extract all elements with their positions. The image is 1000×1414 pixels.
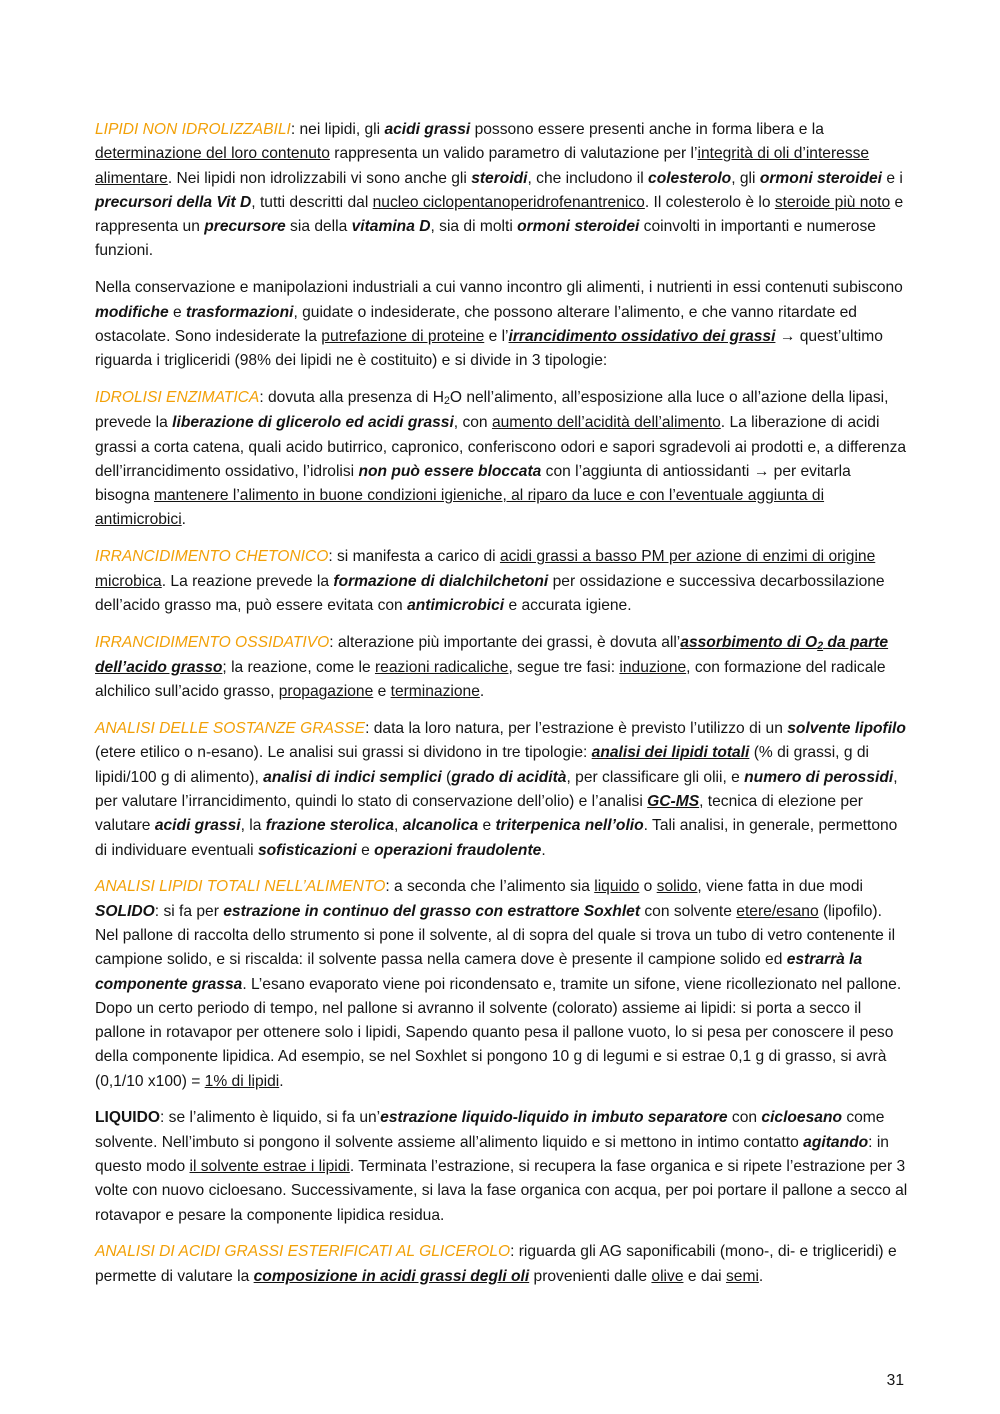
text-run: : si manifesta a carico di [328, 548, 500, 566]
emphasis: ormoni steroidei [517, 218, 640, 236]
page-body [95, 118, 909, 1302]
text-run: come solvente. Nell’imbuto si pongono il solvente assieme all’alimento liquido e si mettono in intimo contatto [95, 1109, 885, 1151]
emphasis: cicloesano [761, 1109, 842, 1127]
text-run: , tutti descritti dal [251, 193, 373, 211]
emphasis: precursori della Vit D [95, 193, 252, 211]
emphasis: analisi dei lipidi totali [591, 744, 750, 762]
emphasis: ormoni steroidei [759, 169, 882, 187]
text-run: : in questo modo [95, 1133, 889, 1176]
emphasis: agitando [803, 1133, 869, 1151]
text-run: . [758, 1267, 764, 1285]
text-run: , con formazione del radicale alchilico sull’acido grasso, [95, 658, 886, 701]
emphasis: modifiche [95, 303, 169, 321]
paragraph [95, 875, 909, 1094]
text-run: rappresenta un valido parametro di valutazione per l’ [329, 145, 698, 163]
emphasis: estrazione liquido-liquido in imbuto separatore [380, 1109, 728, 1127]
emphasis: analisi di indici semplici [263, 768, 442, 786]
underlined-text: nucleo ciclopentanoperidrofenantrenico [372, 193, 645, 211]
emphasis: da parte dell’acido grasso [95, 633, 889, 676]
emphasis: composizione in acidi grassi degli oli [253, 1267, 530, 1285]
text-run: possono essere presenti anche in forma libera e la [470, 121, 824, 138]
emphasis: antimicrobici [407, 596, 505, 614]
underlined-text: mantenere l’alimento in buone condizioni igieniche, al riparo da luce e con l’eventuale aggiunta di antimicrobici [95, 487, 825, 529]
underlined-text: etere/esano [736, 902, 819, 920]
text-run: : se l’alimento è liquido, si fa un’ [159, 1109, 381, 1127]
text-run: : dovuta alla presenza di H [259, 388, 444, 406]
section-heading: IDROLISI ENZIMATICA [95, 388, 260, 406]
subscript: 2 [817, 639, 824, 652]
emphasis: trasformazioni [186, 303, 294, 321]
underlined-text: reazioni radicaliche [374, 658, 509, 676]
section-heading: LIPIDI NON IDROLIZZABILI [95, 121, 291, 138]
text-run: . La liberazione di acidi grassi a corta catena, quali acido butirrico, capronico, conferiscono odori e sapori sgradevoli ai prodotti e, a differenza dell’irrancidimento ossidativo, l’idrolisi [95, 414, 907, 480]
text-run: o [639, 878, 657, 896]
emphasis: triterpenica nell’olio [495, 817, 644, 835]
paragraph [95, 1240, 909, 1289]
text-run: per ossidazione e successiva decarbossilazione dell’acido grasso ma, può essere evitata con [95, 572, 885, 614]
text-run: con solvente [640, 902, 737, 920]
paragraph [95, 717, 909, 863]
section-heading: ANALISI DI ACIDI GRASSI ESTERIFICATI AL GLICEROLO [95, 1243, 511, 1261]
text-run: , viene fatta in due modi [697, 878, 863, 896]
text-run: (etere etilico o n-esano). Le analisi sui grassi si dividono in tre tipologie: [95, 744, 592, 762]
emphasis: frazione sterolica [265, 817, 395, 835]
text-run: e [168, 303, 186, 321]
emphasis: operazioni fraudolente [374, 841, 542, 859]
text-run: . Nei lipidi non idrolizzabili vi sono anche gli [167, 169, 472, 187]
text-run: con l’aggiunta di antiossidanti → per evitarla bisogna [95, 462, 851, 505]
text-run: , [394, 817, 403, 835]
text-run: e [478, 817, 496, 835]
paragraph [95, 545, 909, 618]
text-run: . [479, 683, 485, 701]
emphasis: acidi grassi [384, 121, 471, 138]
text-run: . L’esano evaporato viene poi ricondensato e, tramite un sifone, viene ricollezionato nel pallone. Dopo un certo periodo di tempo, nel pallone si avranno il solvente (colorato) assieme ai lipidi: si porta a secco il pallone in rotavapor per ottenere solo i lipidi, Sapendo quanto pesa il pallone vuoto, lo si pesa per conoscere il peso della componente lipidica. Ad esempio, se nel Soxhlet si pongono 10 g di legumi e si estrae 0,1 g di grasso, si avrà (0,1/10 x100) = [95, 975, 902, 1090]
paragraph [95, 1106, 909, 1227]
underlined-text: solido [656, 878, 698, 896]
emphasis: estrazione in continuo del grasso con estrattore Soxhlet [223, 902, 641, 920]
text-run: e i [882, 169, 903, 187]
section-heading: ANALISI LIPIDI TOTALI NELL’ALIMENTO [95, 878, 386, 896]
underlined-text: liquido [594, 878, 640, 896]
text-run: O nell’alimento, all’esposizione alla luce o all’azione della lipasi, prevede la [95, 388, 889, 432]
text-run: : nei lipidi, gli [290, 121, 385, 138]
emphasis: precursore [204, 218, 286, 236]
page-number: 31 [886, 1372, 904, 1389]
text-run: . La reazione prevede la [161, 572, 334, 590]
text-run: e [373, 683, 391, 701]
underlined-text: olive [651, 1267, 684, 1285]
section-heading: IRRANCIDIMENTO OSSIDATIVO [95, 633, 330, 651]
text-run: . [541, 841, 546, 859]
text-run: , guidate o indesiderate, che possono alterare l’alimento, e che vanno ritardate ed ostacolate. Sono indesiderate la [95, 303, 857, 345]
text-run: : alterazione più importante dei grassi, è dovuta all’ [329, 633, 681, 651]
paragraph [95, 631, 909, 705]
text-run: sia della [285, 218, 352, 236]
underlined-text: integrità di oli d’interesse alimentare [95, 145, 870, 187]
emphasis: numero di perossidi [744, 768, 894, 786]
emphasis: liberazione di glicerolo ed acidi grassi [172, 414, 454, 432]
text-run: → quest’ultimo riguarda i trigliceridi (98% dei lipidi ne è costituito) e si divide in 3 tipologie: [95, 327, 883, 370]
emphasis: colesterolo [648, 169, 732, 187]
text-run: e accurata igiene. [504, 596, 632, 614]
underlined-text: putrefazione di proteine [321, 327, 485, 345]
underlined-text: acidi grassi a basso PM per azione di enzimi di origine microbica [95, 548, 876, 590]
emphasis: grado di acidità [451, 768, 567, 786]
text-run: provenienti dalle [529, 1267, 652, 1285]
text-run: , gli [731, 169, 760, 187]
text-run: . Terminata l’estrazione, si recupera la fase organica e si ripete l’estrazione per 3 volte con nuovo cicloesano. Successivamente, si lava la fase organica con acqua, per poi portare il pallone a secco al rotavapor e pesare la componente lipidica residua. [95, 1158, 908, 1224]
emphasis: irrancidimento ossidativo dei grassi [508, 327, 776, 345]
emphasis: SOLIDO [95, 902, 155, 920]
paragraph [95, 386, 909, 533]
text-run: con [727, 1109, 762, 1127]
text-run: , con [453, 414, 492, 432]
text-run: (lipofilo). Nel pallone di raccolta dello strumento si pone il solvente, al di sopra del quale si trova un tubo di vetro contenente il campione solido, e si riscalda: il solvente passa nella camera dove è presente il campione solido ed [95, 902, 896, 969]
text-run: , per classificare gli olii, e [566, 768, 745, 786]
underlined-text: il solvente estrae i lipidi [189, 1158, 350, 1176]
emphasis: LIQUIDO [95, 1109, 160, 1127]
text-run: Nella conservazione e manipolazioni industriali a cui vanno incontro gli alimenti, i nutrienti in essi contenuti subiscono [95, 279, 903, 297]
text-run: . [279, 1072, 284, 1090]
text-run: coinvolti in importanti e numerose funzioni. [95, 218, 876, 260]
text-run: : data la loro natura, per l’estrazione è previsto l’utilizzo di un [365, 720, 788, 738]
text-run: , segue tre fasi: [508, 658, 620, 676]
text-run: : riguarda gli AG saponificabili (mono-, di- e trigliceridi) e permette di valutare la [95, 1243, 897, 1285]
text-run: : si fa per [154, 902, 224, 920]
text-run: . Tali analisi, in generale, permettono di individuare eventuali [95, 817, 898, 859]
underlined-text: steroide più noto [774, 193, 891, 211]
text-run: ( [441, 768, 452, 786]
text-run: , che includono il [527, 169, 649, 187]
emphasis: acidi grassi [154, 817, 241, 835]
text-run: : a seconda che l’alimento sia [385, 878, 595, 896]
text-run: , tecnica di elezione per valutare [95, 792, 863, 835]
underlined-text: aumento dell’acidità dell’alimento [491, 414, 721, 432]
emphasis: non può essere bloccata [358, 462, 542, 480]
text-run: , per valutare l’irrancidimento, quindi lo stato di conservazione dell’olio) e l’analisi [95, 768, 898, 810]
emphasis: assorbimento di O [680, 633, 818, 651]
emphasis: GC-MS [647, 792, 700, 810]
emphasis: solvente lipofilo [787, 720, 906, 738]
underlined-text: semi [725, 1267, 759, 1285]
text-run: e l’ [484, 327, 509, 345]
underlined-text: determinazione del loro contenuto [95, 145, 330, 163]
text-run: e dai [683, 1267, 726, 1285]
emphasis: formazione di dialchilchetoni [333, 572, 549, 590]
text-run: , la [240, 817, 266, 835]
emphasis: alcanolica [402, 817, 479, 835]
text-run: . Il colesterolo è lo [644, 193, 775, 211]
text-run: , sia di molti [430, 218, 518, 236]
text-run: ; la reazione, come le [222, 658, 375, 676]
section-heading: ANALISI DELLE SOSTANZE GRASSE [95, 720, 366, 738]
paragraph [95, 118, 909, 264]
text-run: (% di grassi, g di lipidi/100 g di alimento), [95, 744, 869, 786]
text-run: e rappresenta un [95, 193, 904, 236]
text-run: . [181, 511, 187, 529]
emphasis: sofisticazioni [257, 841, 357, 859]
emphasis: vitamina D [351, 218, 431, 236]
paragraph [95, 276, 909, 373]
subscript: 2 [443, 395, 450, 408]
underlined-text: terminazione [390, 683, 480, 701]
text-run: e [356, 841, 375, 859]
section-heading: IRRANCIDIMENTO CHETONICO [95, 548, 329, 566]
emphasis: estrarrà la componente grassa [95, 951, 863, 993]
underlined-text: induzione [619, 658, 687, 676]
emphasis: steroidi [471, 169, 528, 187]
underlined-text: propagazione [278, 683, 374, 701]
underlined-text: 1% di lipidi [204, 1072, 280, 1090]
